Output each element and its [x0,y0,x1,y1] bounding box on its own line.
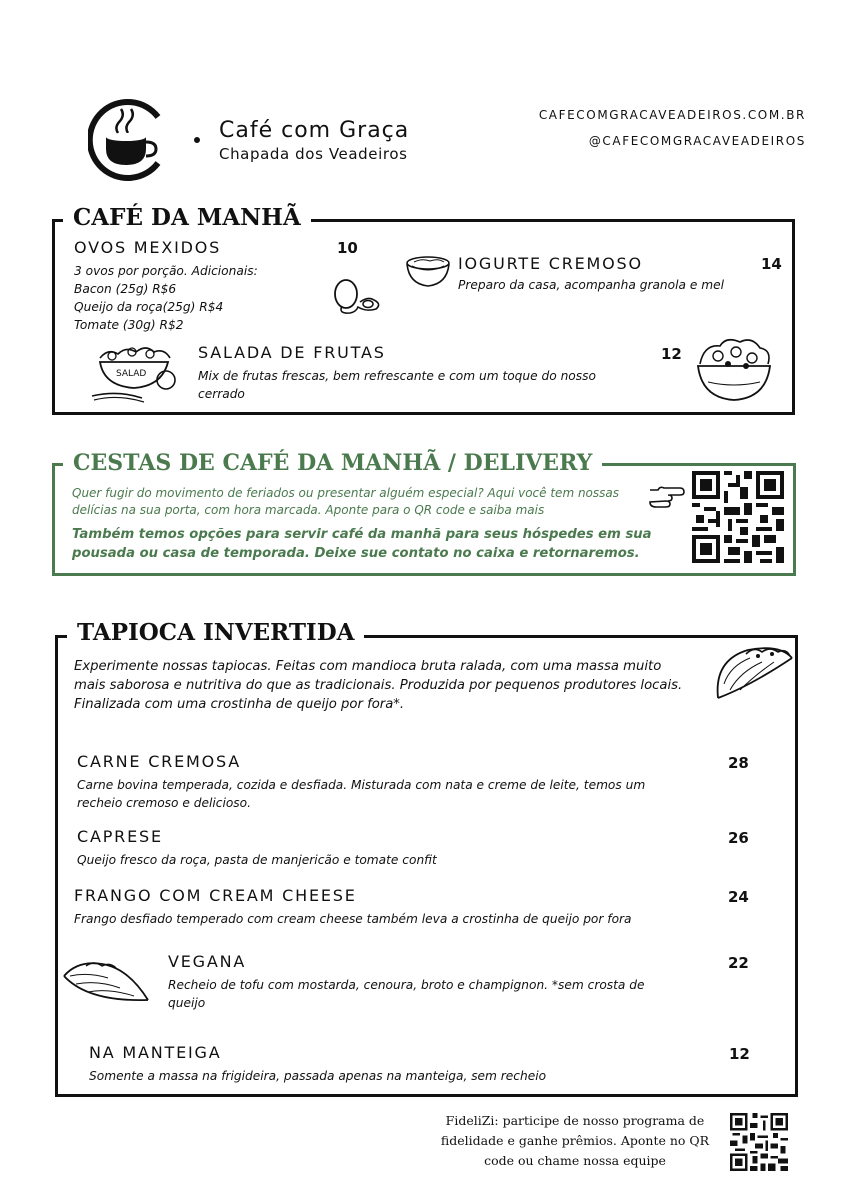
item-price-salada: 12 [661,345,682,363]
brand-dot [194,137,200,143]
baskets-hosts-text: Também temos opções para servir café da manhã para seus hóspedes em sua pousada ou casa de temporada. Deixe sue contato no caixa e retornaremos. [72,527,652,561]
pointing-hand-icon [646,480,686,514]
item-desc-ovos: 3 ovos por porção. Adicionais: Bacon (25g) R$6 Queijo da roça(25g) R$4 Tomate (30g) R$2 [74,264,258,332]
eggs-icon [328,276,384,320]
item-price-manteiga: 12 [729,1045,750,1063]
item-desc-carne: Carne bovina temperada, cozida e desfiada. Misturada com nata e creme de leite, temos um recheio cremoso e delicioso. [77,778,646,810]
website-link[interactable]: CAFECOMGRACAVEADEIROS.COM.BR [538,108,806,122]
loyalty-program-text: FideliZi: participe de nosso programa de fidelidade e ganhe prêmios. Aponte no QR code ou chame nossa equipe [440,1113,710,1168]
instagram-handle[interactable]: @CAFECOMGRACAVEADEIROS [588,134,806,148]
brand-name: Café com Graça [219,118,410,143]
baskets-text: Quer fugir do movimento de feriados ou presentar alguém especial? Aqui você tem nossas delícias na sua porta, com hora marcada. Aponte para o QR code e saiba mais [72,486,620,517]
item-desc-vegana: Recheio de tofu com mostarda, cenoura, broto e champignon. *sem crosta de queijo [168,978,645,1010]
item-desc-manteiga: Somente a massa na frigideira, passada apenas na manteiga, sem recheio [89,1069,547,1083]
brand-subtitle: Chapada dos Veadeiros [219,145,408,163]
breakfast-title: CAFÉ DA MANHÃ [63,204,311,231]
item-name-manteiga: NA MANTEIGA [89,1043,222,1062]
baskets-title: CESTAS DE CAFÉ DA MANHÃ / DELIVERY [63,450,602,476]
salad-bowl-icon [694,334,774,410]
taco-icon [710,640,796,710]
fruit-salad-bowl-icon [88,340,184,410]
item-price-vegana: 22 [728,954,749,972]
item-desc-frango: Frango desfiado temperado com cream cheese também leva a crostinha de queijo por fora [74,912,632,926]
item-name-salada: SALADA DE FRUTAS [198,343,386,362]
loyalty-qr-code[interactable] [730,1113,788,1175]
item-name-iogurte: IOGURTE CREMOSO [458,254,643,273]
tapioca-icon [58,958,154,1016]
item-name-ovos: OVOS MEXIDOS [74,238,222,257]
cafe-logo-icon [88,97,174,183]
item-price-caprese: 26 [728,829,749,847]
tapioca-title: TAPIOCA INVERTIDA [67,619,364,646]
delivery-qr-code[interactable] [692,471,784,567]
item-desc-iogurte: Preparo da casa, acompanha granola e mel [458,278,724,292]
tapioca-intro: Experimente nossas tapiocas. Feitas com mandioca bruta ralada, com uma massa muito mais saborosa e nutritiva do que as tradicionais. Produzida por pequenos produtores locais. Finalizada com uma crostinha de queijo por fora*. [74,659,683,712]
item-price-frango: 24 [728,888,749,906]
item-desc-salada: Mix de frutas frescas, bem refrescante e com um toque do nosso cerrado [198,369,596,401]
item-desc-caprese: Queijo fresco da roça, pasta de manjericão e tomate confit [77,853,437,867]
item-name-caprese: CAPRESE [77,827,163,846]
item-name-carne: CARNE CREMOSA [77,752,241,771]
item-name-frango: FRANGO COM CREAM CHEESE [74,886,357,905]
item-name-vegana: VEGANA [168,952,247,971]
item-price-ovos: 10 [337,239,358,257]
item-price-iogurte: 14 [761,255,782,273]
yogurt-bowl-icon [404,254,452,294]
svg-text:SALAD: SALAD [116,369,147,379]
item-price-carne: 28 [728,754,749,772]
